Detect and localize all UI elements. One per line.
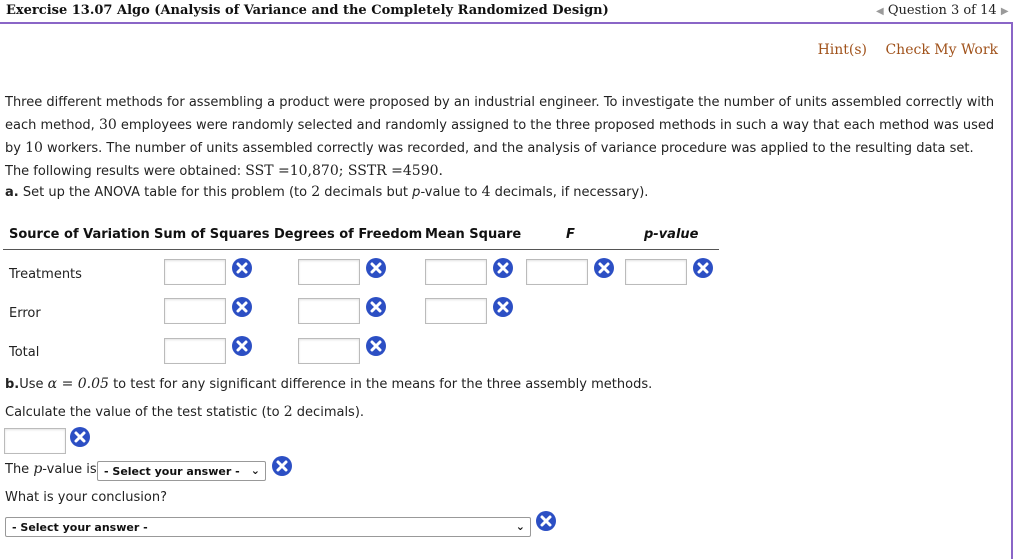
p-value-select[interactable]: - Select your answer - ⌄	[97, 461, 266, 481]
header-divider	[0, 22, 1012, 24]
part-a-instruction: a. Set up the ANOVA table for this problem (to 2 decimals but p-value to 4 decimals, if necessary).	[5, 184, 649, 200]
incorrect-icon	[365, 335, 387, 357]
conclusion-select[interactable]: - Select your answer - ⌄	[5, 517, 531, 537]
incorrect-icon	[593, 257, 615, 279]
incorrect-icon	[492, 257, 514, 279]
error-ss-input[interactable]	[164, 298, 226, 324]
sst-value: SST =10,870	[245, 163, 339, 179]
employee-count: 30	[98, 117, 117, 133]
question-navigator	[876, 3, 1009, 18]
incorrect-icon	[231, 296, 253, 318]
sstr-value: SSTR =4590	[347, 163, 439, 179]
test-statistic-prompt: Calculate the value of the test statistic (to 2 decimals).	[5, 404, 365, 420]
help-links	[804, 42, 998, 58]
treatments-ss-input[interactable]	[164, 259, 226, 285]
incorrect-icon	[692, 257, 714, 279]
panel-border	[1011, 22, 1013, 559]
test-statistic-input[interactable]	[4, 428, 66, 454]
total-df-input[interactable]	[298, 338, 360, 364]
hints-link[interactable]: Hint(s)	[817, 42, 868, 58]
table-header-rule	[3, 249, 719, 250]
incorrect-icon	[535, 510, 557, 532]
incorrect-icon	[231, 335, 253, 357]
incorrect-icon	[492, 296, 514, 318]
incorrect-icon	[231, 257, 253, 279]
conclusion-prompt: What is your conclusion?	[5, 490, 167, 505]
chevron-down-icon: ⌄	[250, 464, 260, 477]
incorrect-icon	[69, 426, 91, 448]
error-ms-input[interactable]	[425, 298, 487, 324]
next-question-icon[interactable]: ▶	[1000, 6, 1009, 17]
part-b-instruction: b.Use α = 0.05 to test for any significant difference in the means for the three assembly methods.	[5, 376, 653, 392]
incorrect-icon	[271, 455, 293, 477]
row-label-treatments: Treatments	[9, 267, 82, 282]
incorrect-icon	[365, 257, 387, 279]
total-ss-input[interactable]	[164, 338, 226, 364]
col-degrees-of-freedom: Degrees of Freedom	[274, 227, 423, 242]
treatments-ms-input[interactable]	[425, 259, 487, 285]
col-p-value: p-value	[644, 227, 699, 242]
p-value-prompt: The p-value is	[5, 461, 97, 477]
exercise-title: Exercise 13.07 Algo (Analysis of Variance and the Completely Randomized Design)	[6, 3, 609, 18]
col-source: Source of Variation	[9, 227, 150, 242]
col-f: F	[566, 227, 575, 242]
check-my-work-link[interactable]: Check My Work	[885, 42, 998, 58]
treatments-pvalue-input[interactable]	[625, 259, 687, 285]
row-label-total: Total	[9, 345, 40, 360]
header-bar	[0, 0, 1014, 22]
row-label-error: Error	[9, 306, 41, 321]
treatments-df-input[interactable]	[298, 259, 360, 285]
prev-question-icon[interactable]: ◀	[876, 6, 884, 17]
alpha-value: α = 0.05	[47, 376, 109, 392]
problem-statement: Three different methods for assembling a product were proposed by an industrial engineer. To investigate the number of units assembled correctly with each method, 30 employees were randomly selected and randomly assigned to the three proposed methods in such a way that each method was used by 10 workers. The number of units assembled correctly was recorded, and the analysis of variance procedure was applied to the resulting data set. The following results were obtained: SST =10,870; SSTR =4590.	[5, 95, 995, 179]
col-mean-square: Mean Square	[425, 227, 522, 242]
worker-count: 10	[25, 140, 43, 156]
treatments-f-input[interactable]	[526, 259, 588, 285]
question-counter: Question 3 of 14	[887, 3, 997, 18]
error-df-input[interactable]	[298, 298, 360, 324]
col-sum-of-squares: Sum of Squares	[154, 227, 270, 242]
chevron-down-icon: ⌄	[515, 520, 525, 533]
incorrect-icon	[365, 296, 387, 318]
